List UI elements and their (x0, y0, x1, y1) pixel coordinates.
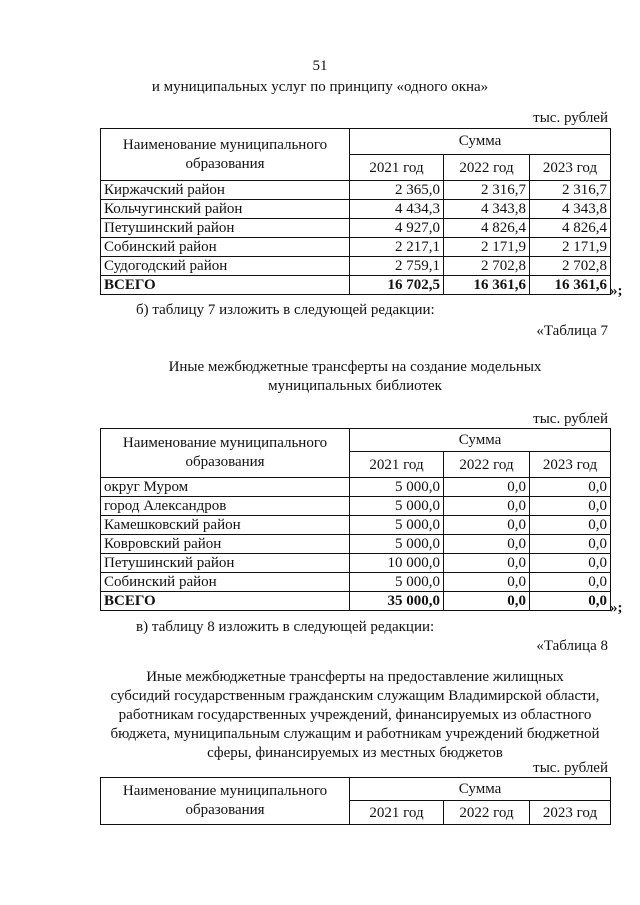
total-row (101, 592, 611, 611)
table6 (100, 128, 611, 295)
cell-value: 2 316,7 (530, 181, 611, 200)
total-row (101, 276, 611, 295)
table8-title (60, 668, 640, 763)
table-row (101, 219, 611, 238)
table8-year: 2021 год (350, 801, 444, 825)
cell-value: 2 171,9 (444, 238, 530, 257)
table8-col-name: Наименование муниципального образования (101, 778, 350, 825)
row-name: Петушинский район (101, 554, 350, 573)
table6-col-name: Наименование муниципального образования (101, 129, 350, 181)
cell-value: 5 000,0 (350, 535, 444, 554)
cell-value: 2 365,0 (350, 181, 444, 200)
table-row (101, 535, 611, 554)
table-row (101, 181, 611, 200)
cell-value: 5 000,0 (350, 516, 444, 535)
total-value: 35 000,0 (350, 592, 444, 611)
cell-value: 2 171,9 (530, 238, 611, 257)
total-label: ВСЕГО (101, 276, 350, 295)
total-value: 16 361,6 (530, 276, 611, 295)
table7-year: 2022 год (444, 452, 530, 478)
cell-value: 4 343,8 (530, 200, 611, 219)
table8-title-line: субсидий государственным гражданским служащим Владимирской области, (110, 688, 600, 704)
table7-label: «Таблица 7 (536, 323, 608, 339)
table8-title-line: бюджета, муниципальным служащим и работникам учреждений бюджетной (110, 726, 600, 742)
table6-year: 2022 год (444, 155, 530, 181)
table7-col-sum: Сумма (350, 429, 611, 452)
table8-year: 2022 год (444, 801, 530, 825)
row-name: город Александров (101, 497, 350, 516)
cell-value: 0,0 (530, 573, 611, 592)
table7-title (100, 358, 610, 396)
table6-year: 2021 год (350, 155, 444, 181)
total-value: 0,0 (444, 592, 530, 611)
table7-closing-quote: »; (610, 600, 623, 616)
header-line: и муниципальных услуг по принципу «одного окна» (151, 79, 489, 95)
table-row (101, 257, 611, 276)
row-name: Собинский район (101, 573, 350, 592)
table-row (101, 497, 611, 516)
page-number: 51 (312, 58, 328, 74)
table8-units: тыс. рублей (533, 760, 608, 776)
table-row (101, 200, 611, 219)
cell-value: 5 000,0 (350, 478, 444, 497)
cell-value: 4 927,0 (350, 219, 444, 238)
cell-value: 2 316,7 (444, 181, 530, 200)
row-name: Ковровский район (101, 535, 350, 554)
cell-value: 2 702,8 (530, 257, 611, 276)
table6-closing-quote: »; (610, 283, 623, 299)
cell-value: 0,0 (444, 478, 530, 497)
table-row (101, 516, 611, 535)
cell-value: 0,0 (444, 573, 530, 592)
instruction-b: б) таблицу 7 изложить в следующей редакции: (136, 302, 435, 318)
table7-year: 2023 год (530, 452, 611, 478)
cell-value: 0,0 (530, 516, 611, 535)
table7-title-line: муниципальных библиотек (268, 378, 442, 394)
total-value: 16 702,5 (350, 276, 444, 295)
cell-value: 4 434,3 (350, 200, 444, 219)
cell-value: 10 000,0 (350, 554, 444, 573)
cell-value: 2 702,8 (444, 257, 530, 276)
cell-value: 4 826,4 (530, 219, 611, 238)
table6-units: тыс. рублей (533, 110, 608, 126)
row-name: Петушинский район (101, 219, 350, 238)
instruction-c: в) таблицу 8 изложить в следующей редакции: (136, 619, 435, 635)
table8-year: 2023 год (530, 801, 611, 825)
cell-value: 0,0 (444, 516, 530, 535)
cell-value: 4 826,4 (444, 219, 530, 238)
table-row (101, 478, 611, 497)
cell-value: 0,0 (530, 478, 611, 497)
table8-title-line: Иные межбюджетные трансферты на предоставление жилищных (146, 669, 564, 685)
table6-year: 2023 год (530, 155, 611, 181)
cell-value: 4 343,8 (444, 200, 530, 219)
cell-value: 2 217,1 (350, 238, 444, 257)
table8-title-line: работникам государственных учреждений, финансируемых из областного (118, 707, 592, 723)
cell-value: 0,0 (444, 497, 530, 516)
cell-value: 0,0 (444, 554, 530, 573)
table-row (101, 238, 611, 257)
cell-value: 0,0 (530, 535, 611, 554)
table8 (100, 777, 611, 825)
table-row (101, 573, 611, 592)
table6-col-sum: Сумма (350, 129, 611, 155)
cell-value: 0,0 (530, 497, 611, 516)
cell-value: 5 000,0 (350, 497, 444, 516)
row-name: Кольчугинский район (101, 200, 350, 219)
table8-label: «Таблица 8 (536, 638, 608, 654)
total-value: 0,0 (530, 592, 611, 611)
cell-value: 0,0 (530, 554, 611, 573)
total-value: 16 361,6 (444, 276, 530, 295)
row-name: округ Муром (101, 478, 350, 497)
table8-title-line: сферы, финансируемых из местных бюджетов (207, 745, 503, 761)
table7-year: 2021 год (350, 452, 444, 478)
table-row (101, 554, 611, 573)
cell-value: 0,0 (444, 535, 530, 554)
row-name: Собинский район (101, 238, 350, 257)
row-name: Камешковский район (101, 516, 350, 535)
cell-value: 5 000,0 (350, 573, 444, 592)
table7-title-line: Иные межбюджетные трансферты на создание модельных (168, 359, 542, 375)
table7 (100, 428, 611, 611)
total-label: ВСЕГО (101, 592, 350, 611)
table8-col-sum: Сумма (350, 778, 611, 801)
table7-units: тыс. рублей (533, 411, 608, 427)
cell-value: 2 759,1 (350, 257, 444, 276)
row-name: Киржачский район (101, 181, 350, 200)
table7-col-name: Наименование муниципального образования (101, 429, 350, 478)
row-name: Судогодский район (101, 257, 350, 276)
